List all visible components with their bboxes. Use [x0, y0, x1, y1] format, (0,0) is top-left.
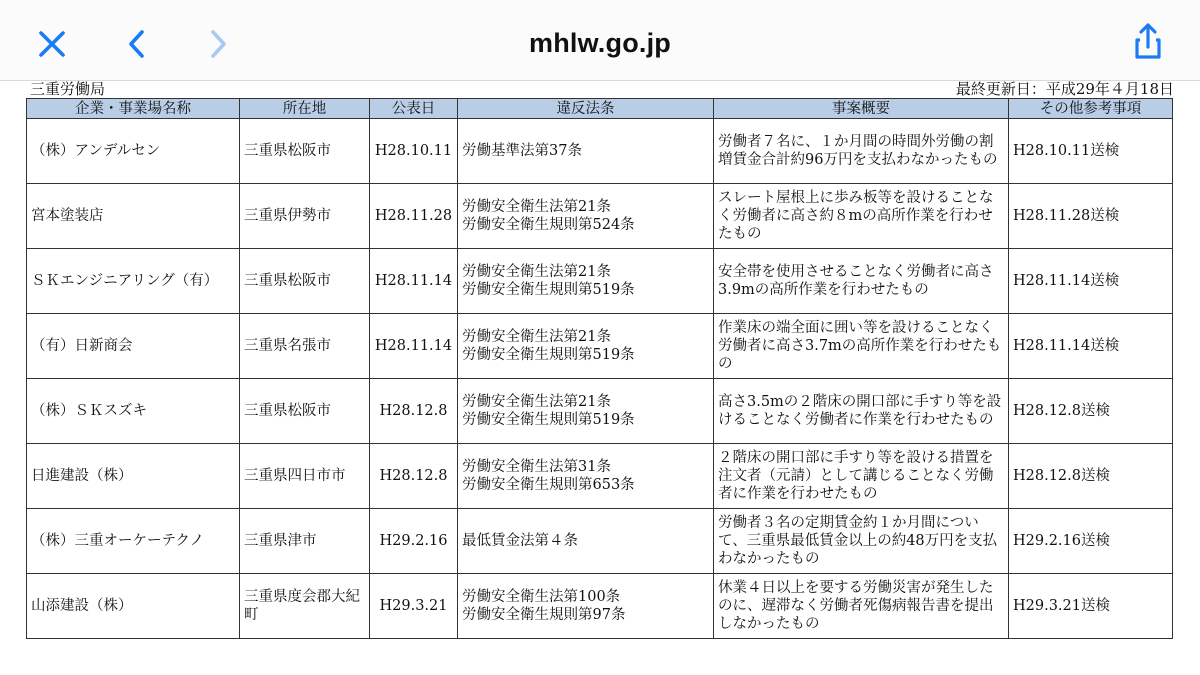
browser-toolbar	[0, 0, 1200, 81]
office-name: 三重労働局	[30, 80, 106, 98]
table-row	[27, 249, 1173, 314]
table-row	[27, 509, 1173, 574]
company-name-cell: （有）日新商会	[27, 314, 240, 379]
location-header: 所在地	[240, 99, 370, 119]
law-header: 違反法条	[458, 99, 714, 119]
company-name-cell: 宮本塗装店	[27, 184, 240, 249]
company-name-cell: 山添建設（株）	[27, 574, 240, 639]
company-name-cell: （株）ＳＫスズキ	[27, 379, 240, 444]
summary-header: 事案概要	[714, 99, 1009, 119]
note-cell: H29.3.21送検	[1009, 574, 1173, 639]
location-cell: 三重県名張市	[240, 314, 370, 379]
summary-cell: 休業４日以上を要する労働災害が発生したのに、遅滞なく労働者死傷病報告書を提出しなかったもの	[714, 574, 1009, 639]
summary-cell: 労働者３名の定期賃金約１か月間について、三重県最低賃金以上の約48万円を支払わなかったもの	[714, 509, 1009, 574]
last-updated: 最終更新日：平成29年４月18日	[955, 80, 1174, 98]
notes-header: その他参考事項	[1009, 99, 1173, 119]
table-row	[27, 574, 1173, 639]
location-cell: 三重県松阪市	[240, 249, 370, 314]
share-icon[interactable]	[1126, 20, 1170, 64]
company-name-cell: 日進建設（株）	[27, 444, 240, 509]
note-cell: H28.11.28送検	[1009, 184, 1173, 249]
table-body	[27, 119, 1173, 639]
table-row	[27, 444, 1173, 509]
company-name-cell: （株）アンデルセン	[27, 119, 240, 184]
company-name-cell: （株）三重オーケーテクノ	[27, 509, 240, 574]
note-cell: H28.11.14送検	[1009, 249, 1173, 314]
table-row	[27, 119, 1173, 184]
summary-cell: スレート屋根上に歩み板等を設けることなく労働者に高さ約８mの高所作業を行わせたもの	[714, 184, 1009, 249]
note-cell: H29.2.16送検	[1009, 509, 1173, 574]
table-row	[27, 314, 1173, 379]
location-cell: 三重県伊勢市	[240, 184, 370, 249]
location-cell: 三重県四日市市	[240, 444, 370, 509]
table-row	[27, 379, 1173, 444]
date-cell: H28.12.8	[370, 444, 458, 509]
company-name-cell: ＳＫエンジニアリング（有）	[27, 249, 240, 314]
law-cell: 最低賃金法第４条	[458, 509, 714, 574]
table-row	[27, 184, 1173, 249]
date-header: 公表日	[370, 99, 458, 119]
date-cell: H28.11.14	[370, 314, 458, 379]
date-cell: H29.2.16	[370, 509, 458, 574]
date-cell: H28.10.11	[370, 119, 458, 184]
date-cell: H28.11.14	[370, 249, 458, 314]
location-cell: 三重県度会郡大紀町	[240, 574, 370, 639]
summary-cell: 高さ3.5mの２階床の開口部に手すり等を設けることなく労働者に作業を行わせたもの	[714, 379, 1009, 444]
law-cell: 労働安全衛生法第21条 労働安全衛生規則第519条	[458, 314, 714, 379]
note-cell: H28.12.8送検	[1009, 379, 1173, 444]
note-cell: H28.11.14送検	[1009, 314, 1173, 379]
location-cell: 三重県松阪市	[240, 379, 370, 444]
date-cell: H28.12.8	[370, 379, 458, 444]
date-cell: H29.3.21	[370, 574, 458, 639]
date-cell: H28.11.28	[370, 184, 458, 249]
summary-cell: 作業床の端全面に囲い等を設けることなく労働者に高さ3.7mの高所作業を行わせたもの	[714, 314, 1009, 379]
violations-table	[26, 98, 1173, 639]
summary-cell: 労働者７名に、１か月間の時間外労働の割増賃金合計約96万円を支払わなかったもの	[714, 119, 1009, 184]
summary-cell: 安全帯を使用させることなく労働者に高さ3.9mの高所作業を行わせたもの	[714, 249, 1009, 314]
company-name-header: 企業・事業場名称	[27, 99, 240, 119]
location-cell: 三重県松阪市	[240, 119, 370, 184]
location-cell: 三重県津市	[240, 509, 370, 574]
note-cell: H28.10.11送検	[1009, 119, 1173, 184]
law-cell: 労働安全衛生法第31条 労働安全衛生規則第653条	[458, 444, 714, 509]
note-cell: H28.12.8送検	[1009, 444, 1173, 509]
url-label[interactable]: mhlw.go.jp	[529, 28, 671, 58]
law-cell: 労働安全衛生法第21条 労働安全衛生規則第524条	[458, 184, 714, 249]
law-cell: 労働安全衛生法第100条 労働安全衛生規則第97条	[458, 574, 714, 639]
summary-cell: ２階床の開口部に手すり等を設ける措置を注文者（元請）として講じることなく労働者に作業を行わせたもの	[714, 444, 1009, 509]
law-cell: 労働安全衛生法第21条 労働安全衛生規則第519条	[458, 249, 714, 314]
table-header-row	[27, 99, 1173, 119]
law-cell: 労働基準法第37条	[458, 119, 714, 184]
law-cell: 労働安全衛生法第21条 労働安全衛生規則第519条	[458, 379, 714, 444]
